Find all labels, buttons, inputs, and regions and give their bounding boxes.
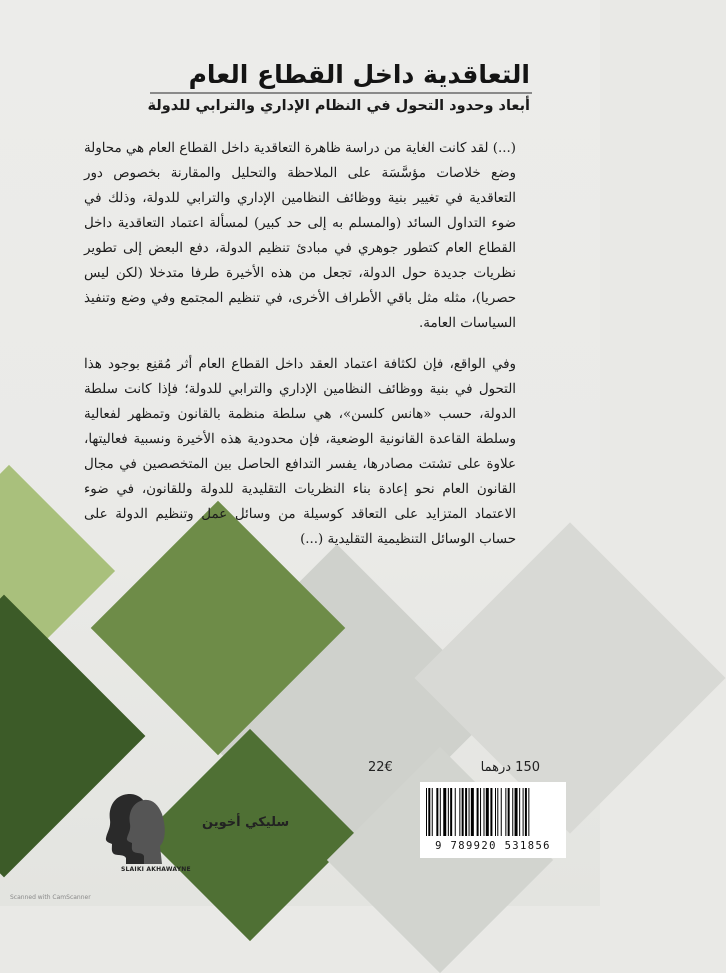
barcode-bar [465, 788, 467, 836]
barcode-bar [486, 788, 489, 836]
barcode-bar [519, 788, 520, 836]
publisher-arabic-name: سليكي أخوين [202, 815, 290, 830]
title-divider [150, 92, 532, 94]
blurb-paragraph-2: وفي الواقع، فإن لكثافة اعتماد العقد داخل القطاع العام أثر مُقنِع بوجود هذا التحول في بنية ووظائف النظامين الإداري والترابي للدولة؛ فإذا كانت سلطة الدولة، حسب «هانس كلسن»، هي سلطة منظمة بالقانون وتمظهر لفعالية وسلطة القاعدة القانونية الوضعية، فإن محدودية هذه الأخيرة ونسبية فعاليتها، علاوة على تشتت مصادرها، يفسر التدافع الحاصل بين المتخصصين في مجال القانون العام نحو إعادة بناء النظريات التقليدية للدولة وللقانون، في ضوء الاعتماد المتزايد على التعاقد كوسيلة من وسائل عمل وتنظيم الدولة على حساب الوسائل التنظيمية التقليدية (...) [84, 357, 516, 547]
barcode-bar [428, 788, 430, 836]
barcode-bar [450, 788, 452, 836]
barcode-bar [448, 788, 449, 836]
price-euro: 22€ [368, 760, 393, 775]
barcode-bar [501, 788, 502, 836]
barcode-bar [490, 788, 492, 836]
blurb-paragraph-1: (...) لقد كانت الغاية من دراسة ظاهرة التعاقدية داخل القطاع العام هي محاولة وضع خلاصات مؤسَّسَة على الملاحظة والتحليل والمقارنة بخصوص دور التعاقدية في تغيير بنية ووظائف النظامين الإداري والترابي للدولة، وذلك في ضوء التداول السائد (والمسلم به إلى حد كبير) لمسألة اعتماد التعاقدية داخل القطاع العام كتطور جوهري في مبادئ تنظيم الدولة، دفع البعض إلى تطوير نظريات جديدة حول الدولة، تجعل من هذه الأخيرة طرفا متدخلا (لكن ليس حصريا)، مثله مثل باقي الأطراف الأخرى، في تنظيم المجتمع وفي وضع وتنفيذ السياسات العامة. [84, 141, 516, 331]
barcode-bar [471, 788, 474, 836]
barcode-bar [528, 788, 529, 836]
barcode-bar [462, 788, 464, 836]
barcode-bar [436, 788, 438, 836]
barcode-bar [508, 788, 510, 836]
barcode-bar [495, 788, 496, 836]
barcode-bar [432, 788, 433, 836]
barcode-bar [512, 788, 513, 836]
barcode-bar [477, 788, 479, 836]
barcode-bar [443, 788, 446, 836]
publisher-logo-icon [100, 786, 290, 866]
barcode-bar [426, 788, 427, 836]
barcode-bar [440, 788, 441, 836]
isbn-number: 9 789920 531856 [435, 840, 551, 852]
book-title: التعاقدية داخل القطاع العام [188, 60, 530, 89]
barcode-bar [515, 788, 518, 836]
publisher-latin-name: SLAIKI AKHAWAYNE [121, 866, 191, 873]
barcode-bar [523, 788, 524, 836]
barcode-bar [505, 788, 506, 836]
price-dirham: 150 درهما [480, 760, 540, 775]
barcode-bar [497, 788, 498, 836]
barcode-bar [469, 788, 470, 836]
barcode-bar [525, 788, 527, 836]
scanner-watermark: Scanned with CamScanner [10, 894, 91, 901]
barcode-bar [480, 788, 481, 836]
barcode-bar [455, 788, 456, 836]
blurb [84, 136, 516, 568]
barcode-bar [484, 788, 485, 836]
barcode-bar [459, 788, 460, 836]
book-subtitle: أبعاد وحدود التحول في النظام الإداري والترابي للدولة [147, 98, 530, 114]
barcode [420, 782, 566, 858]
barcode-bars-icon [426, 788, 560, 836]
